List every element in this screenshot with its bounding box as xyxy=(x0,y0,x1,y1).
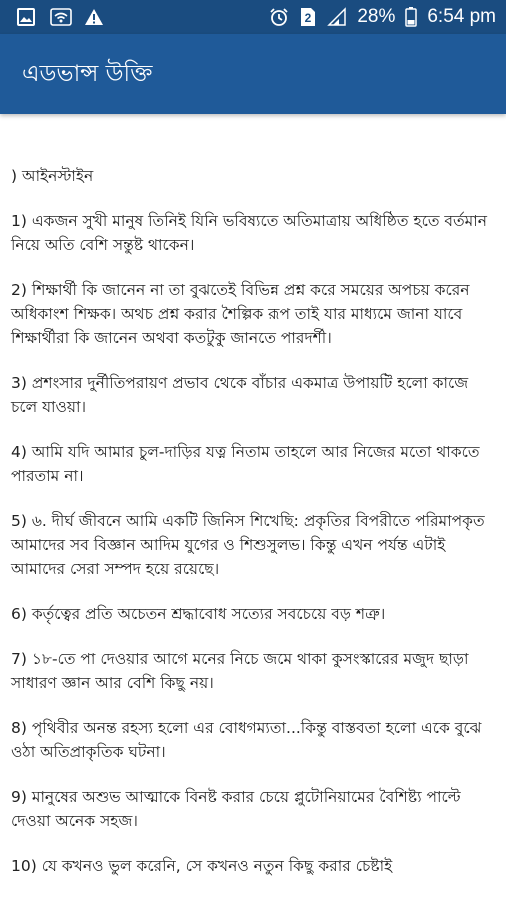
status-bar xyxy=(0,0,506,34)
quote-item: 2) শিক্ষার্থী কি জানেন না তা বুঝতেই বিভিন্ন প্রশ্ন করে সময়ের অপচয় করেন অধিকাংশ শিক্ষক। অথচ প্রশ্ন করার শৈল্পিক রূপ তাই যার মাধ্যমে জানা যাবে শিক্ষার্থীরা কি জানেন অথবা কতটুকু জানতে পারদর্শী। xyxy=(11,281,470,347)
app-title: এডভান্স উক্তি xyxy=(22,60,153,87)
quote-item: 7) ১৮-তে পা দেওয়ার আগে মনের নিচে জমে থাকা কুসংস্কারের মজুদ ছাড়া সাধারণ জ্ঞান আর বেশি কিছু নয়। xyxy=(11,650,469,692)
status-left-group xyxy=(16,7,104,27)
quote-item: 4) আমি যদি আমার চুল-দাড়ির যত্ন নিতাম তাহলে আর নিজের মতো থাকতে পারতাম না। xyxy=(11,443,480,485)
quote-item: 8) পৃথিবীর অনন্ত রহস্য হলো এর বোধগম্যতা...কিন্তু বাস্তবতা হলো একে বুঝে ওঠা অতিপ্রাকৃতিক ঘটনা। xyxy=(11,719,482,761)
quote-item: 5) ৬. দীর্ঘ জীবনে আমি একটি জিনিস শিখেছি: প্রকৃতির বিপরীতে পরিমাপকৃত আমাদের সব বিজ্ঞান আদিম যুগের ও শিশুসুলভ। কিন্তু এখন পর্যন্ত এটাই আমাদের সেরা সম্পদ হয়ে রয়েছে। xyxy=(11,512,485,578)
signal-icon xyxy=(327,7,347,27)
author-heading: ) আইনস্টাইন xyxy=(11,167,94,185)
quotes-content[interactable] xyxy=(0,114,506,900)
alarm-icon xyxy=(269,7,289,27)
app-bar xyxy=(0,34,506,114)
quote-item: 3) প্রশংসার দুর্নীতিপরায়ণ প্রভাব থেকে বাঁচার একমাত্র উপায়টি হলো কাজে চলে যাওয়া। xyxy=(11,374,469,416)
warning-icon xyxy=(84,7,104,27)
wifi-icon xyxy=(50,7,70,27)
sim-label: 2 xyxy=(304,11,312,25)
gallery-icon xyxy=(16,7,36,27)
clock: 6:54 pm xyxy=(427,6,496,27)
quote-item: 9) মানুষের অশুভ আত্মাকে বিনষ্ট করার চেয়ে প্লুটোনিয়ামের বৈশিষ্ট্য পাল্টে দেওয়া অনেক সহজ। xyxy=(11,788,461,830)
battery-percent: 28% xyxy=(357,6,396,27)
battery-icon xyxy=(405,7,417,27)
quote-item: 1) একজন সুখী মানুষ তিনিই যিনি ভবিষ্যতে অতিমাত্রায় অধিষ্ঠিত হতে বর্তমান নিয়ে অতি বেশি সন্তুষ্ট থাকেন। xyxy=(11,212,487,254)
quote-item: 10) যে কখনও ভুল করেনি, সে কখনও নতুন কিছু করার চেষ্টাই xyxy=(11,857,393,875)
quote-item: 6) কর্তৃত্বের প্রতি অচেতন শ্রদ্ধাবোধ সত্যের সবচেয়ে বড় শত্রু। xyxy=(11,605,386,623)
status-right-group xyxy=(269,6,496,28)
sim-2-icon xyxy=(299,7,317,27)
